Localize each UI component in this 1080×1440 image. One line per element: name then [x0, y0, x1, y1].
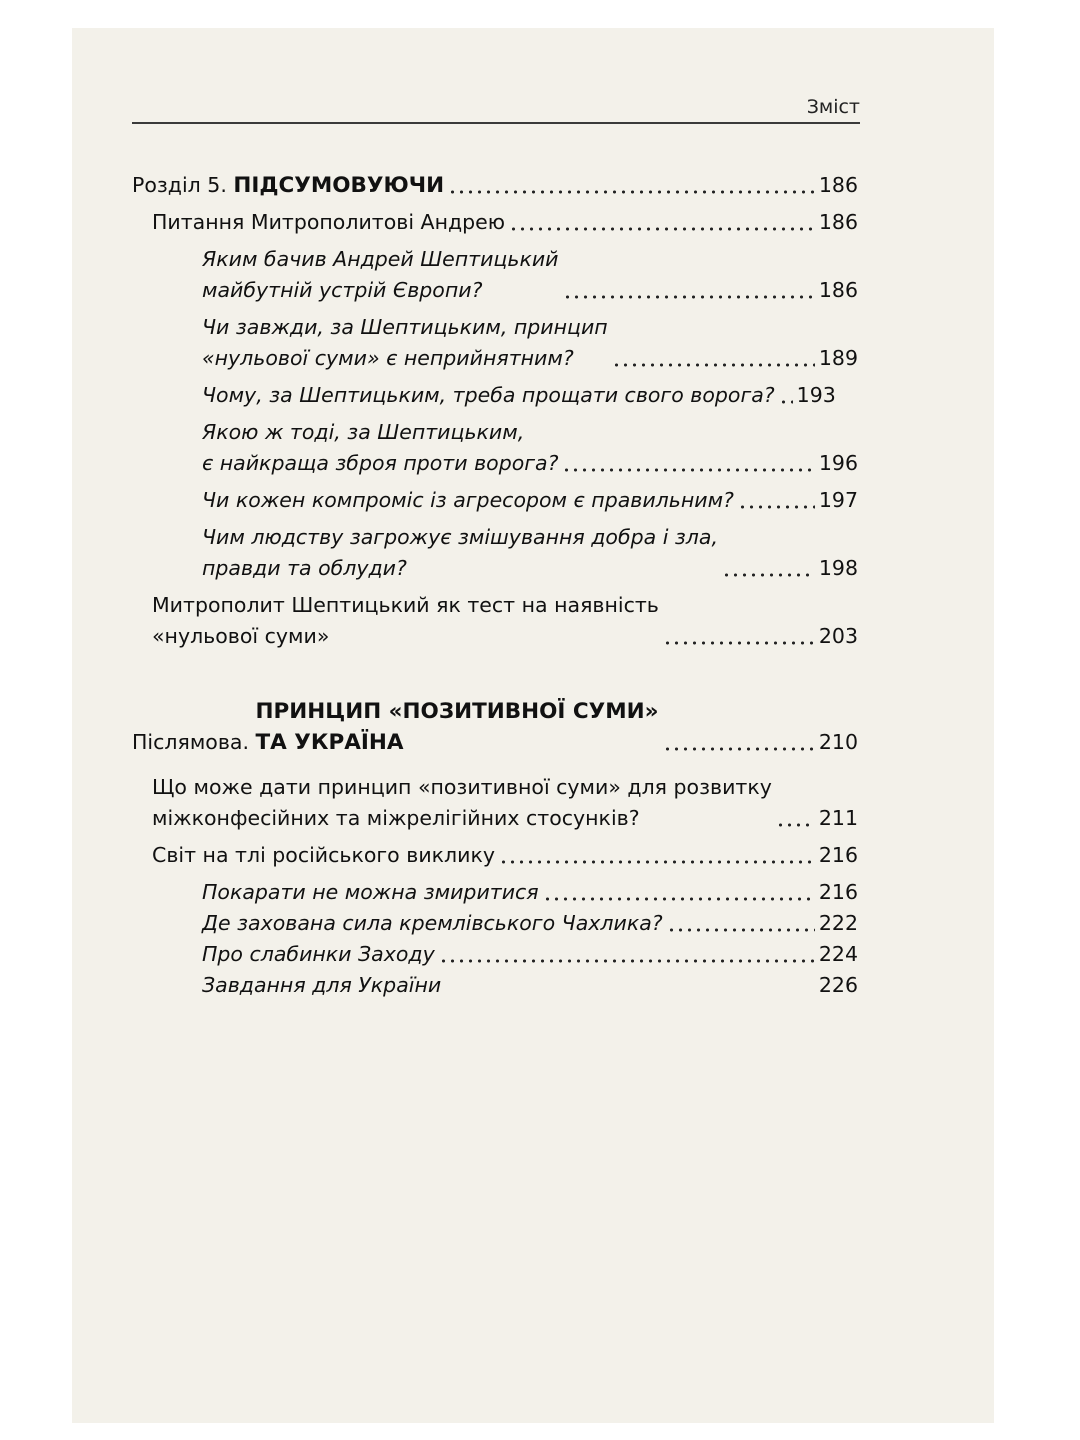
- page-number: 211: [818, 806, 858, 830]
- dot-leader: [563, 278, 815, 300]
- toc-afterword[interactable]: [132, 696, 858, 758]
- chapter-title: ПІДСУМОВУЮЧИ: [233, 173, 445, 198]
- toc-subsection[interactable]: [132, 380, 858, 411]
- section-title: Питання Митрополитові Андрею: [152, 210, 506, 234]
- dot-leader: [439, 942, 815, 964]
- toc-subsection[interactable]: [132, 908, 858, 939]
- table-of-contents: [132, 170, 858, 1001]
- subsection-title: Яким бачив Андрей Шептицький майбутній устрій Європи?: [202, 247, 559, 302]
- subsection-title: Чи завжди, за Шептицьким, принцип «нульової суми» є неприйнятним?: [202, 315, 608, 370]
- subsection-title: Чи кожен компроміс із агресором є правильним?: [202, 488, 734, 512]
- toc-section[interactable]: [132, 207, 858, 238]
- dot-leader: [663, 730, 815, 752]
- toc-subsection[interactable]: [132, 939, 858, 970]
- section-title: Світ на тлі російського виклику: [152, 843, 495, 867]
- toc-section[interactable]: [132, 840, 858, 871]
- page-number: 186: [818, 278, 858, 302]
- running-head-title: Зміст: [806, 96, 860, 118]
- toc-subsection[interactable]: [132, 244, 858, 306]
- toc-subsection[interactable]: [132, 522, 858, 584]
- page-number: 189: [818, 346, 858, 370]
- page-number: 222: [818, 911, 858, 935]
- toc-subsection[interactable]: [132, 877, 858, 908]
- dot-leader: [776, 806, 815, 828]
- page-number: 203: [818, 624, 858, 648]
- afterword-label: Післямова.: [132, 730, 256, 754]
- chapter-label: Розділ 5.: [132, 173, 234, 197]
- dot-leader: [612, 346, 815, 368]
- dot-leader: [509, 210, 815, 232]
- subsection-title: Про слабинки Заходу: [202, 942, 435, 966]
- subsection-title: Покарати не можна змиритися: [202, 880, 539, 904]
- toc-subsection[interactable]: [132, 312, 858, 374]
- dot-leader: [667, 911, 815, 933]
- dot-leader: [448, 173, 815, 195]
- subsection-title: Завдання для України: [202, 973, 442, 997]
- dot-leader: [722, 556, 815, 578]
- page-number: 197: [818, 488, 858, 512]
- afterword-title: ПРИНЦИП «ПОЗИТИВНОЇ СУМИ» ТА УКРАЇНА: [255, 699, 659, 755]
- page-number: 216: [818, 843, 858, 867]
- subsection-title: Якою ж тоді, за Шептицьким, є найкраща зброя проти ворога?: [202, 420, 559, 475]
- page-number: 193: [796, 383, 836, 407]
- page-number: 216: [818, 880, 858, 904]
- subsection-title: Чим людству загрожує змішування добра і зла, правди та облуди?: [202, 525, 718, 580]
- toc-section[interactable]: [132, 772, 858, 834]
- toc-subsection[interactable]: [132, 417, 858, 479]
- dot-leader: [663, 624, 815, 646]
- page-number: 186: [818, 210, 858, 234]
- toc-subsection[interactable]: [132, 485, 858, 516]
- toc-chapter-5[interactable]: [132, 170, 858, 201]
- page-number: 186: [818, 173, 858, 197]
- running-head: [132, 92, 860, 124]
- page-number: 196: [818, 451, 858, 475]
- page-number: 224: [818, 942, 858, 966]
- section-title: Що може дати принцип «позитивної суми» для розвитку міжконфесійних та міжрелігійних стосунків?: [152, 775, 772, 830]
- dot-leader: [543, 880, 815, 902]
- page-number: 210: [818, 730, 858, 754]
- subsection-title: Чому, за Шептицьким, треба прощати свого ворога?: [202, 383, 775, 407]
- page-number: 226: [818, 973, 858, 997]
- page-number: 198: [818, 556, 858, 580]
- toc-subsection[interactable]: [132, 970, 858, 1001]
- dot-leader: [738, 488, 815, 510]
- dot-leader: [499, 843, 815, 865]
- toc-section[interactable]: [132, 590, 858, 652]
- subsection-title: Де захована сила кремлівського Чахлика?: [202, 911, 663, 935]
- section-title: Митрополит Шептицький як тест на наявність «нульової суми»: [152, 593, 659, 648]
- dot-leader: [562, 451, 814, 473]
- dot-leader: [779, 383, 793, 405]
